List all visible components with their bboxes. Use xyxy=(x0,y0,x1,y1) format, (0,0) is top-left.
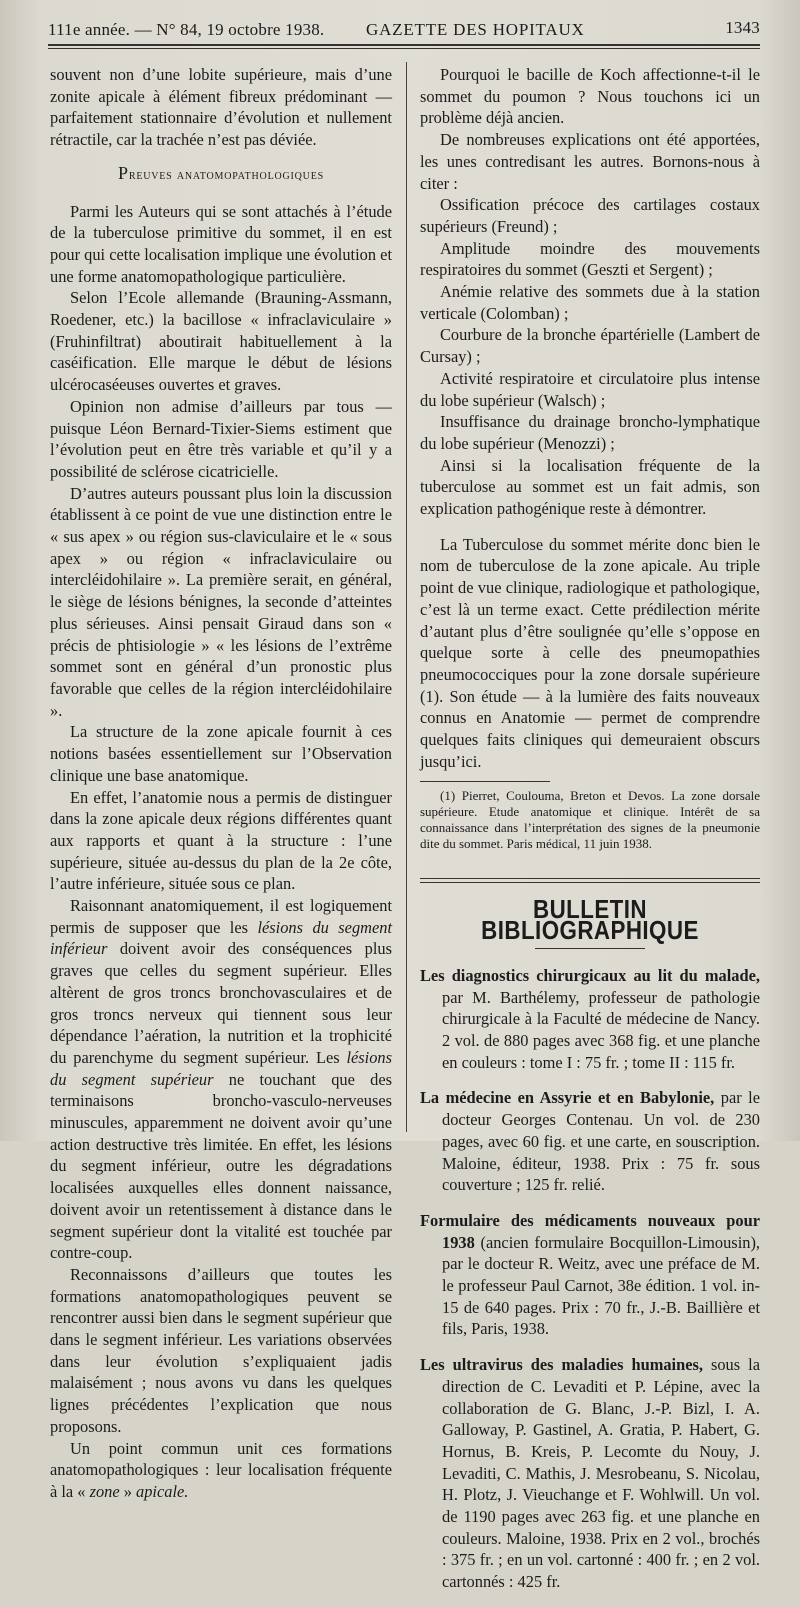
emphasis: zone xyxy=(89,1482,120,1501)
text-run: Un point commun unit ces formations anatomopathologiques : leur localisation fréquente à la « xyxy=(50,1438,392,1501)
paragraph: D’autres auteurs poussant plus loin la discussion établissent à ce point de vue une distinction entre le « sus apex » ou région sus-claviculaire et le « sous apex » ou région « infraclaviculaire ou intercléidohilaire ». La première serait, en général, le siège de lésions bénignes, la seconde d’atteintes plus sérieuses. Ainsi pensait Giraud dans son « précis de phtisiologie » « les lésions de l’extrême sommet sont en général d’un pronostic plus favorable que celles de la région intercléidohilaire ». xyxy=(50,483,392,720)
entry-title: Les ultravirus des maladies humaines, xyxy=(420,1355,703,1375)
emphasis: lésions du segment inférieur xyxy=(50,917,392,959)
header-rule-thin xyxy=(48,48,760,49)
paragraph: Pourquoi le bacille de Koch affectionne-t-il le sommet du poumon ? Nous touchons ici un problème déjà ancien. xyxy=(420,65,760,128)
text-run: » xyxy=(119,1482,137,1501)
entry-text: sous la direction de C. Levaditi et P. Lépine, avec la collaboration de G. Blanc, J.-P. Bizl, I. A. Galloway, P. Gastinel, A. Gratia, P. Habert, G. Hornus, B. Kreis, P. Lecomte du Nouy, J. Levaditi, C. Mathis, J. Mesrobeanu, S. Nicolau, H. Plotz, J. Vieuchange et F. Wohlwill. Un vol. de 1190 pages avec 263 fig. et une planche en couleurs. Maloine, 1938. Prix en 2 vol., brochés : 375 fr. ; en un vol. cartonné : 400 fr. ; en 2 vol. cartonnés : 425 fr. xyxy=(442,1355,760,1592)
column-divider xyxy=(406,62,407,1132)
emphasis: apicale. xyxy=(136,1482,189,1501)
list-item: Insuffisance du drainage broncho-lymphatique du lobe supérieur (Menozzi) ; xyxy=(420,412,760,453)
list-item: Activité respiratoire et circulatoire plus intense du lobe supérieur (Walsch) ; xyxy=(420,368,760,410)
text-run: Raisonnant anatomiquement, il est logiquement permis de supposer que les xyxy=(50,896,392,937)
header-rule xyxy=(48,44,760,46)
paragraph: Selon l’Ecole allemande (Brauning-Assmann, Roedener, etc.) la bacillose « infraclaviculaire » (Fruhinfiltrat) aboutirait habituellement à la caséification. Elle marque le début de lésions ulcérocaséeuses ouvertes et graves. xyxy=(50,288,392,395)
entry-text: par M. Barthélemy, professeur de pathologie chirurgicale à la Faculté de médecine de Nancy. 2 vol. de 880 pages avec 368 fig. et une planche en couleurs : tome I : 75 fr. ; tome II : 115 fr. xyxy=(442,987,760,1072)
bibliography-entry xyxy=(420,965,760,1074)
bibliography-entry xyxy=(420,1087,760,1196)
entry-title: Les diagnostics chirurgicaux au lit du malade, xyxy=(420,965,760,985)
footnote-rule xyxy=(420,781,550,782)
left-column xyxy=(50,64,392,1503)
footnote: (1) Pierret, Coulouma, Breton et Devos. La zone dorsale supérieure. Etude anatomique et clinique. Intérêt de sa connaissance dans l’interprétation des signes de la pneumonie dite du sommet. Paris médical, 11 juin 1938. xyxy=(420,787,760,851)
causes-list xyxy=(420,194,760,454)
issue-line: 111e année. — N° 84, 19 octobre 1938. xyxy=(48,20,325,39)
bulletin-rule xyxy=(535,948,645,949)
paragraph: De nombreuses explications ont été apportées, les unes contredisant les autres. Bornons-nous à citer : xyxy=(420,130,760,193)
paragraph: Parmi les Auteurs qui se sont attachés à l’étude de la tuberculose primitive du sommet, il en est pour qui cette localisation implique une évolution et une forme anatomopathologique particulière. xyxy=(50,201,392,286)
entry-text: (ancien formulaire Bocquillon-Limousin), par le docteur R. Weitz, avec une préface de M. le professeur Paul Carnot, 38e édition. 1 vol. in-15 de 640 pages. Prix : 70 fr., J.-B. Baillière et fils, Paris, 1938. xyxy=(442,1232,760,1339)
paragraph xyxy=(50,1438,392,1503)
list-item: Anémie relative des sommets due à la station verticale (Colomban) ; xyxy=(420,282,760,323)
bibliography-entry xyxy=(420,1210,760,1340)
paragraph xyxy=(50,895,392,1264)
section-rule-thin xyxy=(420,882,760,883)
text-run: doivent avoir des conséquences plus graves que celles du segment supérieur. Elles altèrent de gros troncs bronchovasculaires et de gros troncs nerveux qui tiennent sous leur dépendance l’aération, la nutrition et la trophicité du parenchyme du segment supérieur. Les xyxy=(50,939,392,1067)
paragraph: Reconnaissons d’ailleurs que toutes les formations anatomopathologiques peuvent se rencontrer aussi bien dans le segment supérieur que dans le segment inférieur. Les variations observées dans leur évolution s’expliquaient jadis malaisément ; nous avons vu dans les quelques lignes précédentes l’explication que nous proposons. xyxy=(50,1264,392,1436)
paragraph: La Tuberculose du sommet mérite donc bien le nom de tuberculose de la zone apicale. Au triple point de vue clinique, radiologique et pathologique, c’est là un terme exact. Cette prédilection mérite d’autant plus d’être soulignée qu’elle s’oppose en quelque sorte à celle des pneumopathies pneumococciques pour la zone dorsale supérieure (1). Son étude — à la lumière des faits nouveaux connus en Anatomie — permet de comprendre quelques faits cliniques qui demeuraient obscurs jusqu’ici. xyxy=(420,534,760,771)
page-number: 1343 xyxy=(725,18,760,37)
entry-title: La médecine en Assyrie et en Babylonie, xyxy=(420,1088,715,1108)
emphasis: lésions du segment supérieur xyxy=(50,1047,392,1089)
list-item: Ossification précoce des cartilages costaux supérieurs (Freund) ; xyxy=(420,195,760,236)
bibliography-entry xyxy=(420,1354,760,1593)
paragraph: La structure de la zone apicale fournit à ces notions basées essentiellement sur l’Observation clinique une base anatomique. xyxy=(50,722,392,785)
list-item: Amplitude moindre des mouvements respiratoires du sommet (Geszti et Sergent) ; xyxy=(420,238,760,280)
list-item: Courbure de la bronche épartérielle (Lambert de Cursay) ; xyxy=(420,325,760,367)
paragraph: En effet, l’anatomie nous a permis de distinguer dans la zone apicale deux régions différentes quant aux rapports et quant à la structure : l’une supérieure, située au-dessus du plan de la 2e côte, l’autre inférieure, située sous ce plan. xyxy=(50,787,392,894)
section-rule xyxy=(420,878,760,879)
entry-text: par le docteur Georges Contenau. Un vol. de 230 pages, avec 60 fig. et une carte, en souscription. Maloine, éditeur, 1938. Prix : 75 fr. sous couverture ; 125 fr. relié. xyxy=(442,1088,760,1195)
bulletin-title: BULLETIN BIBLIOGRAPHIQUE xyxy=(481,893,699,946)
paragraph: souvent non d’une lobite supérieure, mais d’une zonite apicale à élément fibreux prédominant — parfaitement stationnaire d’évolution et nullement rétractile, car la trachée n’est pas déviée. xyxy=(50,65,392,150)
paragraph: Opinion non admise d’ailleurs par tous — puisque Léon Bernard-Tixier-Siems estiment que l’évolution peut en être très variable et qu’il y a possibilité de sclérose cicatricielle. xyxy=(50,396,392,481)
page-header xyxy=(48,18,760,46)
section-heading: Preuves anatomopathologiques xyxy=(118,162,324,183)
paragraph: Ainsi si la localisation fréquente de la tuberculose au sommet est un fait admis, son explication pathogénique reste à démontrer. xyxy=(420,455,760,519)
right-column xyxy=(420,64,760,1607)
text-run: ne touchant que des terminaisons broncho-vasculo-nerveuses minuscules, apparemment ne doivent avoir qu’une action destructive très limitée. En effet, les lésions du segment inférieur, outre les dégradations localisées auxquelles elles donnent naissance, doivent avoir un retentissement à distance dans le segment supérieur dont la vitalité est touchée par contre-coup. xyxy=(50,1069,392,1263)
journal-title: GAZETTE DES HOPITAUX xyxy=(366,20,585,39)
entry-title: Formulaire des médicaments nouveaux pour 1938 xyxy=(420,1210,760,1252)
